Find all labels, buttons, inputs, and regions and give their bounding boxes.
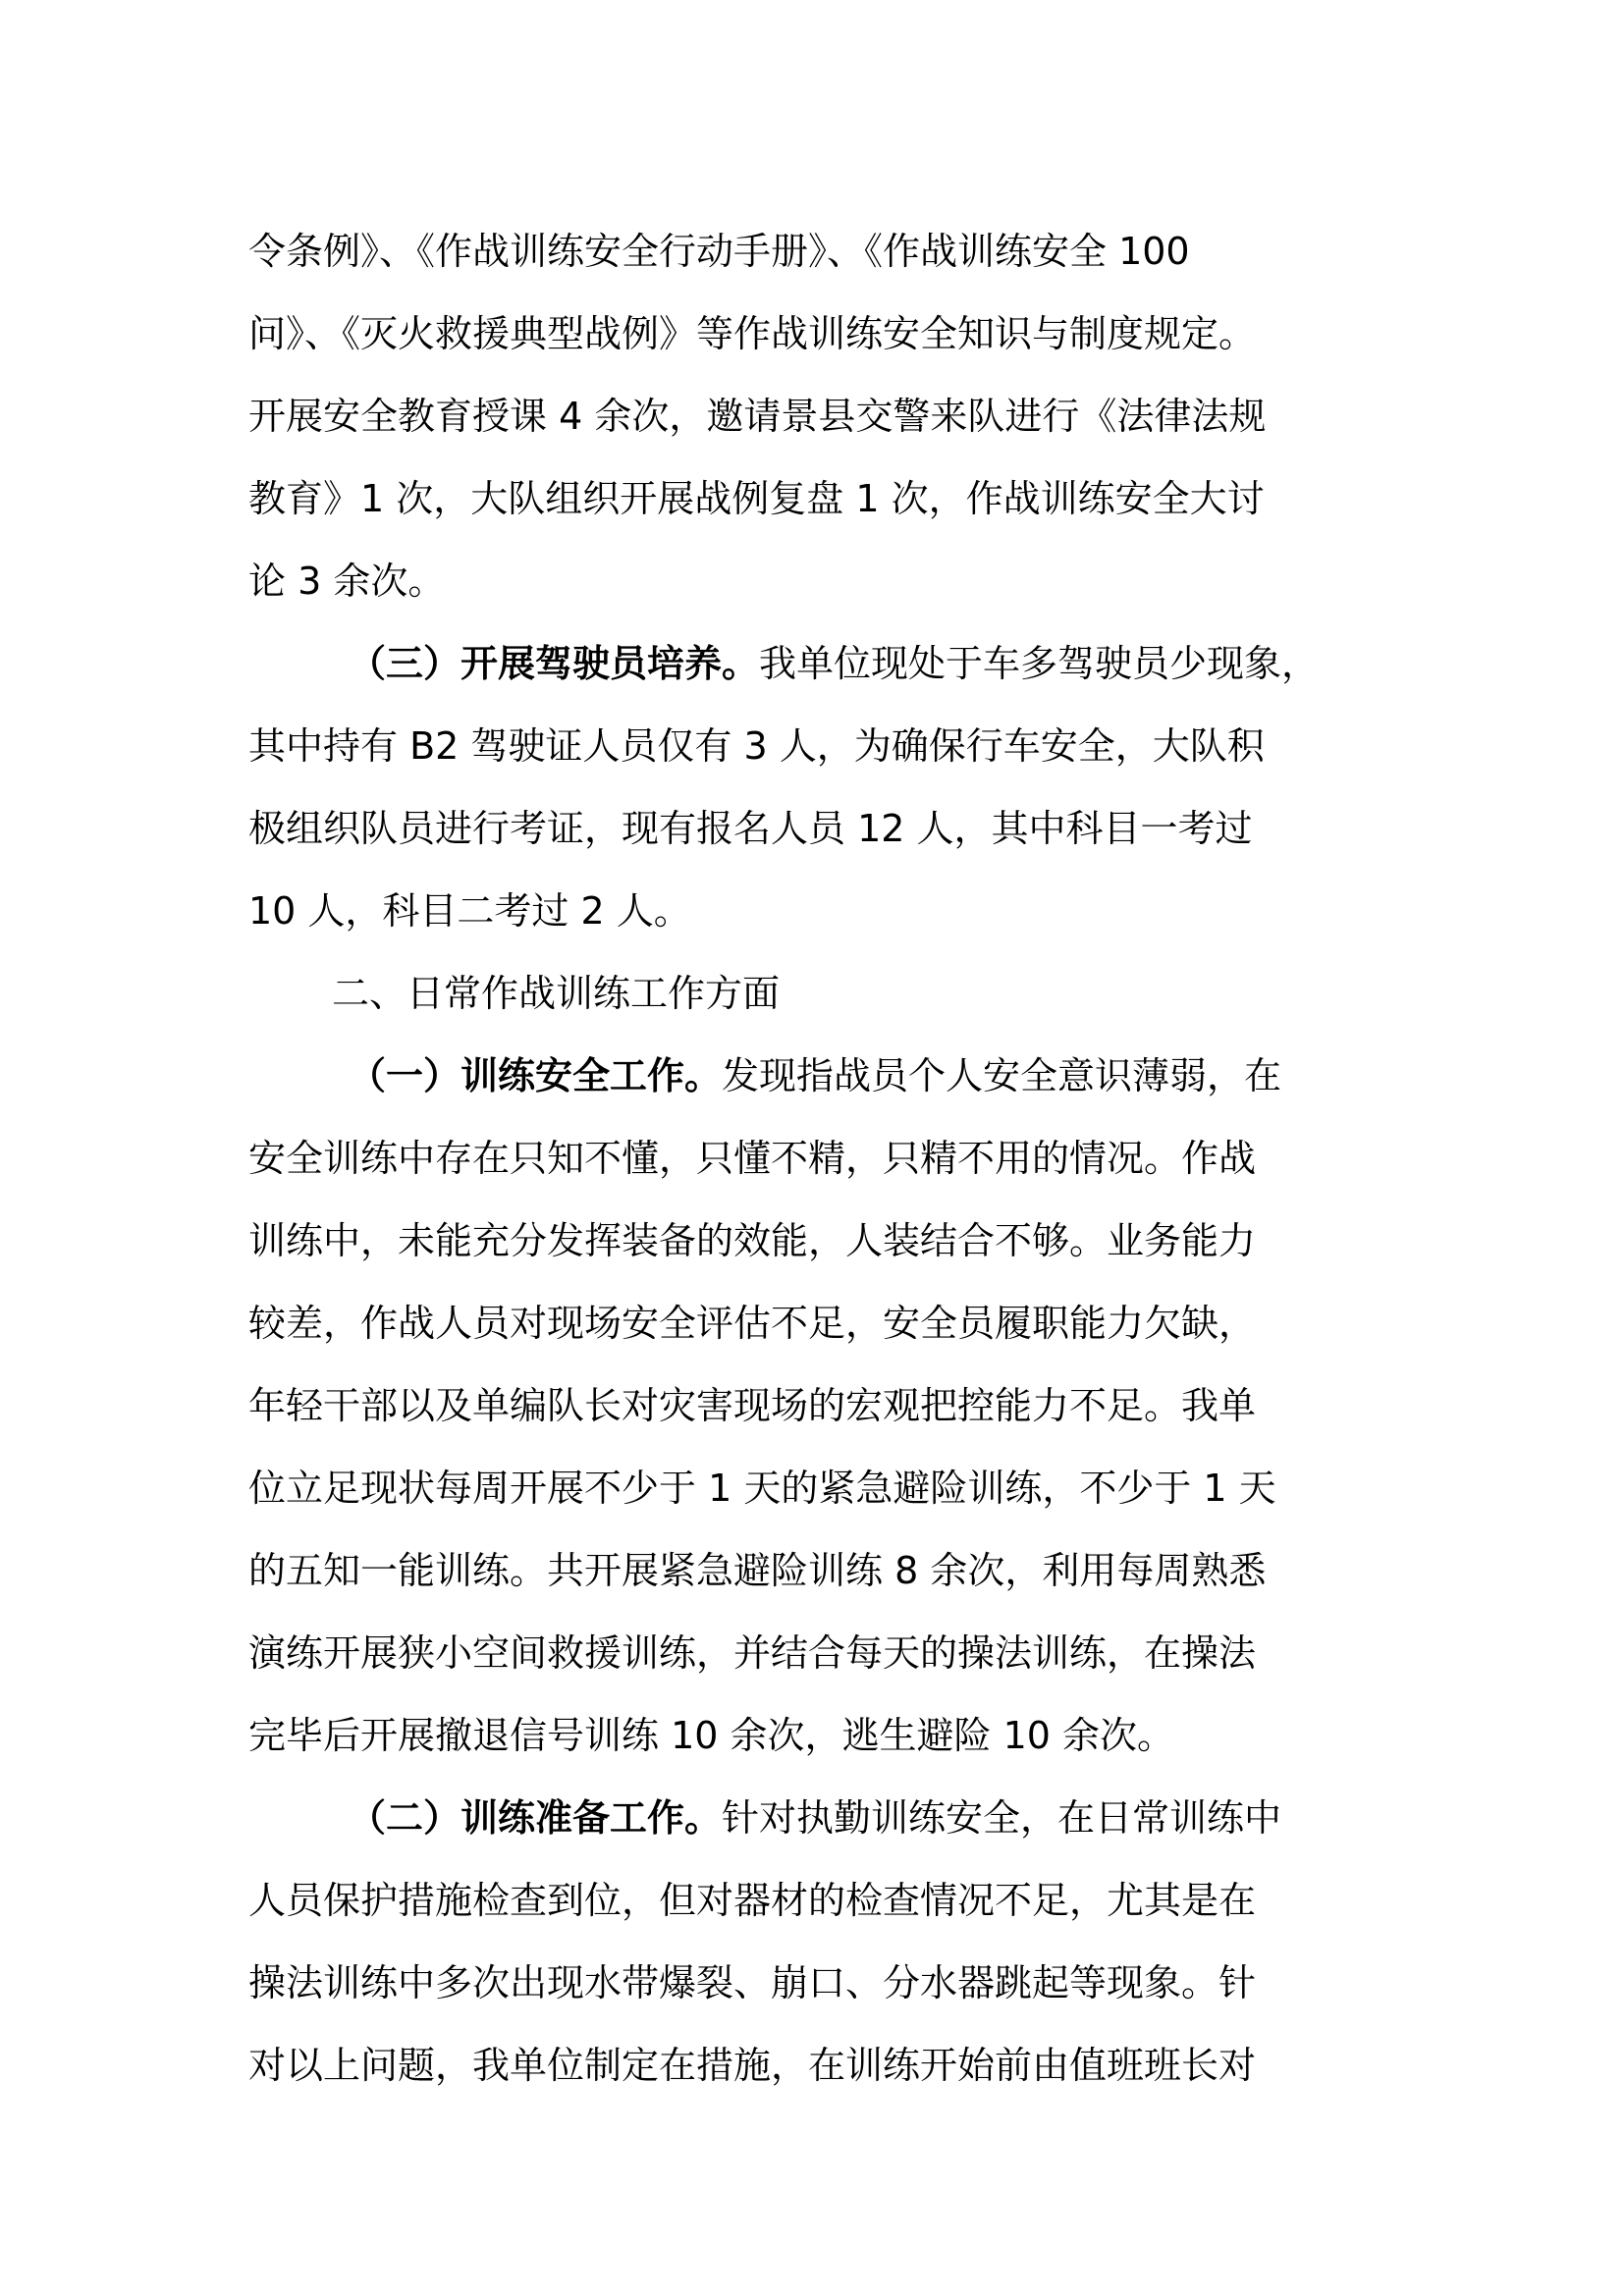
paragraph-line: 开展安全教育授课 4 余次，邀请景县交警来队进行《法律法规 xyxy=(248,395,1267,438)
paragraph-line: 人员保护措施检查到位，但对器材的检查情况不足，尤其是在 xyxy=(248,1879,1257,1922)
subsection-1-first-line xyxy=(349,1046,1281,1105)
paragraph-line: 其中持有 B2 驾驶证人员仅有 3 人，为确保行车安全，大队积 xyxy=(248,724,1265,768)
paragraph-line: 演练开展狭小空间救援训练，并结合每天的操法训练，在操法 xyxy=(248,1631,1257,1675)
paragraph-line: 极组织队员进行考证，现有报名人员 12 人，其中科目一考过 xyxy=(248,807,1253,850)
paragraph-line: 年轻干部以及单编队长对灾害现场的宏观把控能力不足。我单 xyxy=(248,1384,1257,1427)
subsection-1-heading: （一）训练安全工作。 xyxy=(349,1054,723,1097)
section-3-first-line xyxy=(349,634,1319,693)
paragraph-line: 问》、《灭火救援典型战例》等作战训练安全知识与制度规定。 xyxy=(248,312,1257,355)
subsection-2-first-line xyxy=(349,1789,1281,1847)
section-3-heading: （三）开展驾驶员培养。 xyxy=(349,642,760,685)
paragraph-line: 对以上问题，我单位制定在措施，在训练开始前由值班班长对 xyxy=(248,2044,1257,2087)
section-3-text: 我单位现处于车多驾驶员少现象， xyxy=(759,642,1320,685)
subsection-1-text: 发现指战员个人安全意识薄弱，在 xyxy=(722,1054,1282,1097)
paragraph-line: 10 人，科目二考过 2 人。 xyxy=(248,889,691,933)
subsection-2-text: 针对执勤训练安全，在日常训练中 xyxy=(722,1796,1282,1840)
paragraph-line: 安全训练中存在只知不懂，只懂不精，只精不用的情况。作战 xyxy=(248,1137,1257,1180)
paragraph-line: 教育》1 次，大队组织开展战例复盘 1 次，作战训练安全大讨 xyxy=(248,477,1265,520)
subsection-2-heading: （二）训练准备工作。 xyxy=(349,1796,723,1840)
paragraph-line: 论 3 余次。 xyxy=(248,560,446,603)
paragraph-line: 完毕后开展撤退信号训练 10 余次，逃生避险 10 余次。 xyxy=(248,1714,1175,1757)
paragraph-line: 训练中，未能充分发挥装备的效能，人装结合不够。业务能力 xyxy=(248,1219,1257,1262)
paragraph-line: 的五知一能训练。共开展紧急避险训练 8 余次，利用每周熟悉 xyxy=(248,1549,1267,1592)
paragraph-line: 位立足现状每周开展不少于 1 天的紧急避险训练，不少于 1 天 xyxy=(248,1467,1276,1510)
paragraph-line: 较差，作战人员对现场安全评估不足，安全员履职能力欠缺， xyxy=(248,1302,1257,1345)
paragraph-line: 令条例》、《作战训练安全行动手册》、《作战训练安全 100 xyxy=(248,230,1190,273)
part-2-title: 二、日常作战训练工作方面 xyxy=(332,972,781,1015)
paragraph-line: 操法训练中多次出现水带爆裂、崩口、分水器跳起等现象。针 xyxy=(248,1961,1257,2004)
